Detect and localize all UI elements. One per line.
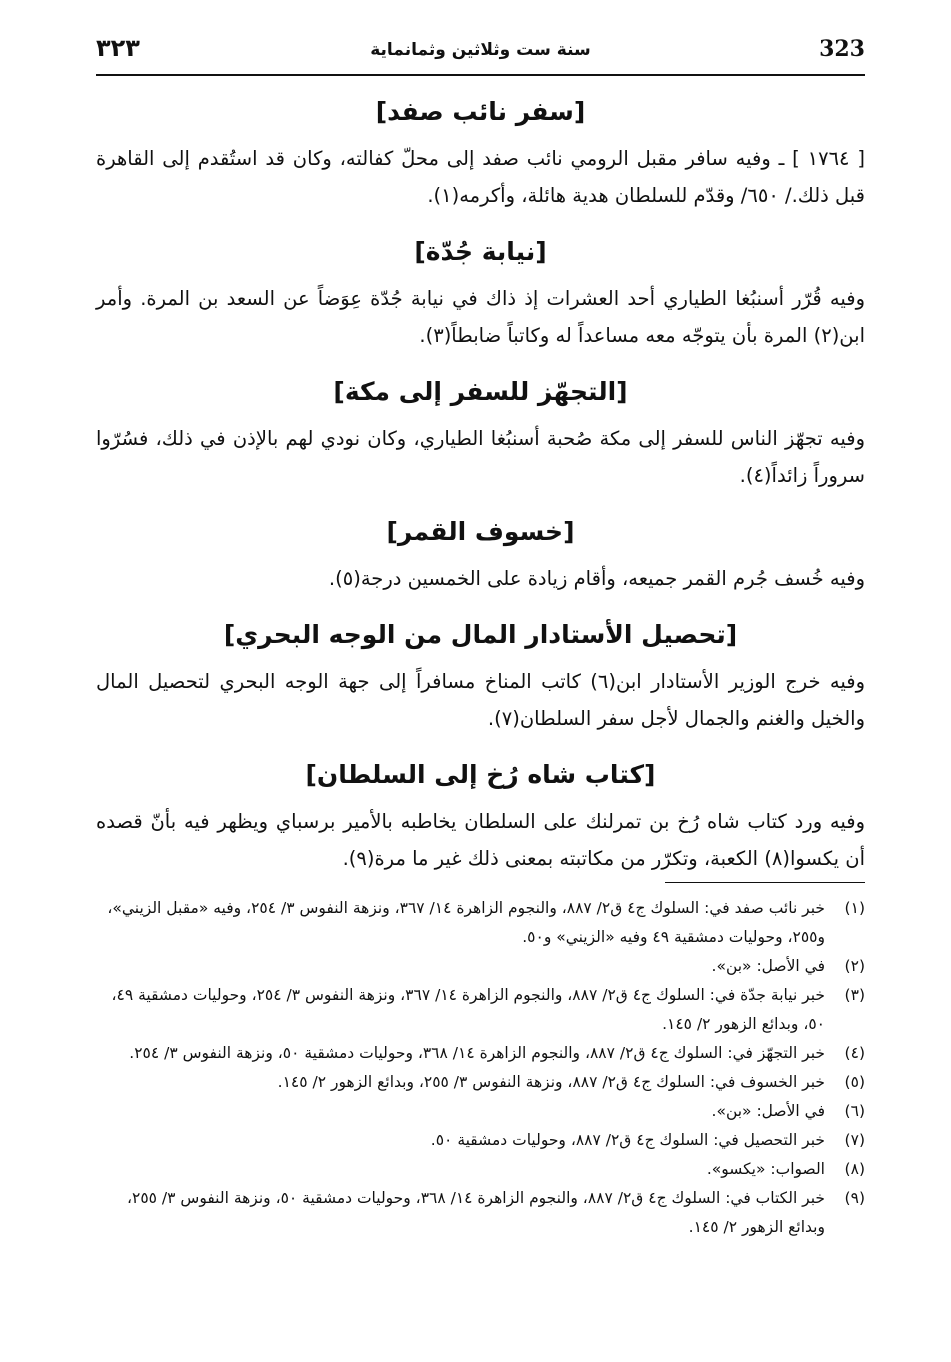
- footnote: [96, 1097, 865, 1126]
- footnote-number: (١): [844, 899, 865, 917]
- section-paragraph: وفيه خُسف جُرم القمر جميعه، وأقام زيادة على الخمسين درجة(٥).: [328, 567, 865, 590]
- footnote-text: خبر نيابة جدّة في: السلوك ج٤ ق٢/ ٨٨٧، والنجوم الزاهرة ١٤/ ٣٦٧، ونزهة النفوس ٣/ ٢٥٤، وحوليات دمشقية ٤٩، ٥٠، وبدائع الزهور ٢/ ١٤٥.: [111, 986, 825, 1033]
- footnote-text: الصواب: «يكسو».: [706, 1160, 825, 1178]
- footnote-text: خبر الخسوف في: السلوك ج٤ ق٢/ ٨٨٧، ونزهة النفوس ٣/ ٢٥٥، وبدائع الزهور ٢/ ١٤٥.: [277, 1073, 825, 1091]
- footnote: [96, 1155, 865, 1184]
- footnote: [96, 981, 865, 1039]
- main-text: [96, 92, 865, 895]
- section-heading: [نيابة جُدّة]: [414, 237, 547, 266]
- footnote: [96, 1126, 865, 1155]
- footnote-text: في الأصل: «بن».: [711, 1102, 825, 1120]
- section-heading: [سفر نائب صفد]: [375, 97, 586, 126]
- page-header: [96, 34, 865, 76]
- section-paragraph: وفيه قُرّر أسنبُغا الطياري أحد العشرات إذ ذاك في نيابة جُدّة عِوَضاً عن السعد بن المرة. وأمر ابن(٢) المرة بأن يتوجّه معه مساعداً له وكاتباً ضابطاً(٣).: [96, 287, 865, 347]
- footnote-divider: [665, 882, 865, 883]
- section-heading: [كتاب شاه رُخ إلى السلطان]: [305, 760, 656, 789]
- footnote: [96, 1039, 865, 1068]
- section-paragraph: [ ١٧٦٤ ] ـ وفيه سافر مقبل الرومي نائب صفد إلى محلّ كفالته، وكان قد استُقدم إلى القاهرة قبل ذلك./ ٦٥٠/ وقدّم للسلطان هدية هائلة، وأكرمه(١).: [96, 147, 865, 207]
- section-paragraph: وفيه خرج الوزير الأستادار ابن(٦) كاتب المناخ مسافراً إلى جهة الوجه البحري لتحصيل المال والخيل والغنم والجمال لأجل سفر السلطان(٧).: [96, 670, 865, 730]
- footnote: [96, 1068, 865, 1097]
- footnotes: [96, 894, 865, 1242]
- footnote-number: (٩): [844, 1189, 865, 1207]
- footnote: [96, 952, 865, 981]
- footnote-number: (٦): [844, 1102, 865, 1120]
- section-heading: [خسوف القمر]: [386, 517, 575, 546]
- section-paragraph: وفيه تجهّز الناس للسفر إلى مكة صُحبة أسنبُغا الطياري، وكان نودي لهم بالإذن في ذلك، فسُرّوا سروراً زائداً(٤).: [96, 427, 865, 487]
- footnote-text: خبر نائب صفد في: السلوك ج٤ ق٢/ ٨٨٧، والنجوم الزاهرة ١٤/ ٣٦٧، ونزهة النفوس ٣/ ٢٥٤، وفيه «مقبل الزيني»، و٢٥٥، وحوليات دمشقية ٤٩ وفيه «الزيني» و٥٠.: [107, 899, 825, 946]
- section-heading: [تحصيل الأستادار المال من الوجه البحري]: [223, 620, 738, 649]
- footnote-number: (٨): [844, 1160, 865, 1178]
- footnote-number: (٢): [844, 957, 865, 975]
- footnote-number: (٤): [844, 1044, 865, 1062]
- footnote-text: خبر التجهّز في: السلوك ج٤ ق٢/ ٨٨٧، والنجوم الزاهرة ١٤/ ٣٦٨، وحوليات دمشقية ٥٠، ونزهة النفوس ٣/ ٢٥٤.: [129, 1044, 825, 1062]
- footnote-number: (٣): [844, 986, 865, 1004]
- footnote-number: (٧): [844, 1131, 865, 1149]
- footnote-text: في الأصل: «بن».: [711, 957, 825, 975]
- page-number-arabic: ٣٢٣: [96, 34, 140, 62]
- section-paragraph: وفيه ورد كتاب شاه رُخ بن تمرلنك على السلطان يخاطبه بالأمير برسباي ويظهر فيه بأنّ قصده أن يكسوا(٨) الكعبة، وتكرّر من مكاتبته بمعنى ذلك غير ما مرة(٩).: [96, 810, 865, 870]
- section-heading: [التجهّز للسفر إلى مكة]: [333, 377, 628, 406]
- page-number-latin: 323: [819, 36, 865, 62]
- footnote-text: خبر الكتاب في: السلوك ج٤ ق٢/ ٨٨٧، والنجوم الزاهرة ١٤/ ٣٦٨، وحوليات دمشقية ٥٠، ونزهة النفوس ٣/ ٢٥٥، وبدائع الزهور ٢/ ١٤٥.: [127, 1189, 825, 1236]
- footnote-number: (٥): [844, 1073, 865, 1091]
- footnote-text: خبر التحصيل في: السلوك ج٤ ق٢/ ٨٨٧، وحوليات دمشقية ٥٠.: [430, 1131, 825, 1149]
- footnote: [96, 894, 865, 952]
- running-title: سنة ست وثلاثين وثمانماية: [370, 40, 591, 60]
- footnote: [96, 1184, 865, 1242]
